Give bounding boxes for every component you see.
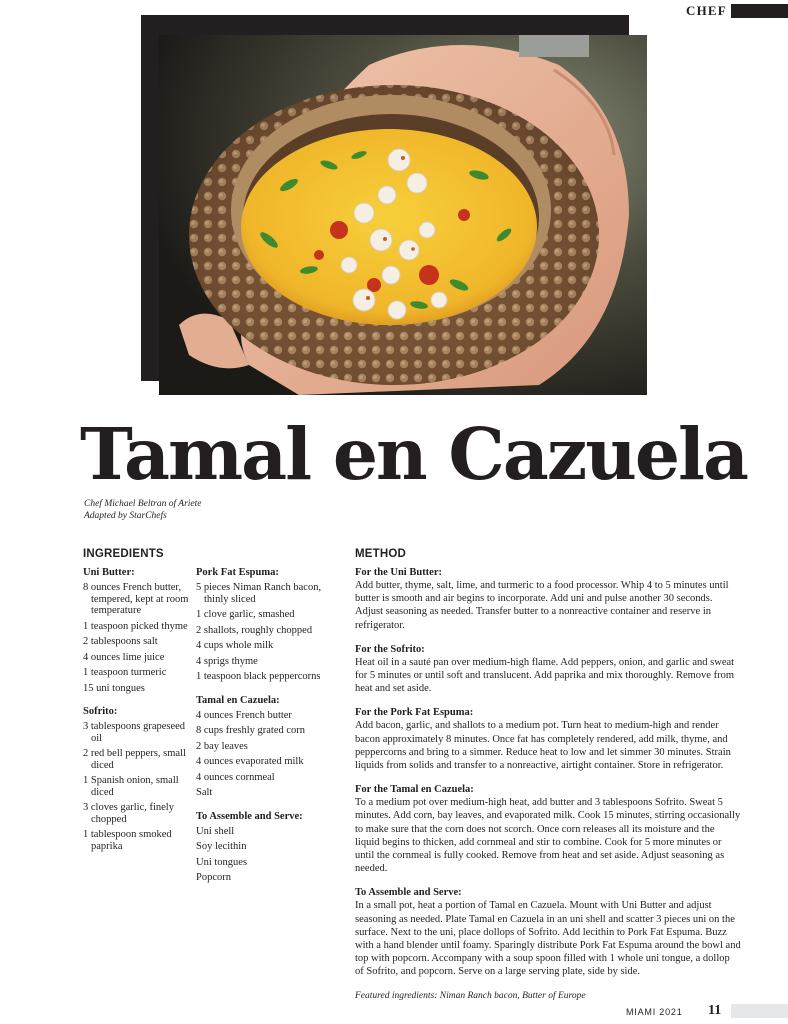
ingredient-group-title: Sofrito: <box>83 706 118 717</box>
ingredient-item: 4 ounces cornmeal <box>196 771 275 783</box>
ingredient-item: 4 ounces evaporated milk <box>196 756 304 767</box>
ingredient-item: 1 Spanish onion, small diced <box>83 775 179 798</box>
ingredient-item: 4 cups whole milk <box>196 640 274 651</box>
ingredient-group-title: Tamal en Cazuela: <box>196 694 280 706</box>
ingredient-item: 3 cloves garlic, finely chopped <box>83 802 174 825</box>
ingredient-group <box>196 694 326 799</box>
ingredient-group <box>83 566 197 694</box>
ingredient-item: 2 bay leaves <box>196 740 248 752</box>
method-step-text: To a medium pot over medium-high heat, add butter and 3 tablespoons Sofrito. Sweat 5 minutes. Add corn, bay leaves, and evaporated milk. Cook 15 minutes, stirring occasionally to make sure that the corn does not scorch. Once corn releases all its moisture and the liquid begins to thicken, add cornmeal and stir to combine. Cook for 5 more minutes or until the cornmeal is fully cooked. Remove from heat and set aside. Adjust seasoning as needed. <box>355 797 741 875</box>
ingredient-item: 3 tablespoons grapeseed oil <box>83 721 186 744</box>
ingredient-group <box>83 705 197 852</box>
ingredients-heading: INGREDIENTS <box>83 548 164 560</box>
ingredient-item: Uni tongues <box>196 856 248 868</box>
ingredient-item: 1 teaspoon black peppercorns <box>196 671 321 682</box>
ingredients-column-2 <box>196 566 326 895</box>
ingredient-item: Soy lecithin <box>196 841 247 852</box>
ingredient-group-title: Pork Fat Espuma: <box>196 567 279 578</box>
section-label: CHEF <box>686 3 727 18</box>
ingredient-item: 4 ounces lime juice <box>83 651 165 663</box>
ingredient-item: 1 teaspoon picked thyme <box>83 620 188 632</box>
ingredient-item: 8 ounces French butter, tempered, kept at room temperature <box>83 582 189 616</box>
ingredient-item: Popcorn <box>196 872 231 883</box>
method-steps <box>355 566 741 1002</box>
method-step-text: Add bacon, garlic, and shallots to a medium pot. Turn heat to medium-high and render bacon approximately 8 minutes. Once fat has completely rendered, add milk, thyme, and peppercorns and bring to a simmer. Reduce heat to low and let simmer 30 minutes. Strain liquids from solids and transfer to a nonreactive, airtight container. Store in refrigerator. <box>355 720 731 772</box>
recipe-title: Tamal en Cazuela <box>80 412 747 496</box>
issue-label: MIAMI 2021 <box>626 1007 683 1017</box>
ingredient-group <box>196 566 326 683</box>
ingredient-group <box>196 810 326 884</box>
ingredient-group-title: Uni Butter: <box>83 567 135 578</box>
section-bar <box>731 4 788 18</box>
ingredient-item: 4 ounces French butter <box>196 709 292 721</box>
method-heading: METHOD <box>355 548 407 560</box>
ingredient-item: 4 sprigs thyme <box>196 655 258 667</box>
method-step-text: In a small pot, heat a portion of Tamal en Cazuela. Mount with Uni Butter and adjust seasoning as needed. Plate Tamal en Cazuela in an uni shell and scatter 3 pieces uni on the surface. Next to the uni, place dollops of Sofrito. Add lecithin to Pork Fat Espuma. Buzz with a hand blender until foamy. Sparingly distribute Pork Fat Espuma around the bowl and top with popcorn. Accompany with a soup spoon filled with 1 whole uni tongue, a dollop of Sofrito, and popcorn. Serve on a large serving plate, side by side. <box>355 900 741 978</box>
featured-ingredients: Featured ingredients: Niman Ranch bacon, Butter of Europe <box>355 990 586 1001</box>
ingredient-item: 15 uni tongues <box>83 682 145 694</box>
ingredient-item: Uni shell <box>196 825 235 837</box>
page-number: 11 <box>708 1003 722 1018</box>
credits <box>84 498 202 522</box>
ingredients-column-1 <box>83 566 197 863</box>
ingredient-item: Salt <box>196 787 213 798</box>
ingredient-item: 1 clove garlic, smashed <box>196 609 295 620</box>
method-step-title: For the Tamal en Cazuela: <box>355 784 474 796</box>
method-step-title: For the Pork Fat Espuma: <box>355 707 474 719</box>
ingredient-item: 5 pieces Niman Ranch bacon, thinly sliced <box>196 582 322 605</box>
ingredient-item: 2 tablespoons salt <box>83 636 158 647</box>
method-step-title: For the Sofrito: <box>355 643 425 655</box>
ingredient-item: 8 cups freshly grated corn <box>196 725 306 736</box>
method-step-text: Heat oil in a sauté pan over medium-high flame. Add peppers, onion, and garlic and sweat for 5 minutes or until soft and translucent. Add paprika and mix thoroughly. Remove from heat and set aside. <box>355 656 735 695</box>
dish-photo <box>159 35 647 395</box>
ingredient-item: 1 teaspoon turmeric <box>83 667 167 678</box>
ingredient-group-title: To Assemble and Serve: <box>196 810 303 822</box>
credit-adapted: Adapted by StarChefs <box>84 511 167 521</box>
ingredient-item: 2 shallots, roughly chopped <box>196 624 313 636</box>
method-step-title: For the Uni Butter: <box>355 567 442 578</box>
folio-bar <box>731 1004 788 1018</box>
ingredient-item: 2 red bell peppers, small diced <box>83 748 186 771</box>
credit-chef: Chef Michael Beltran of Ariete <box>84 499 202 509</box>
method-step-title: To Assemble and Serve: <box>355 887 462 899</box>
uni-shell-dish-illustration <box>159 35 647 395</box>
ingredient-item: 1 tablespoon smoked paprika <box>83 829 172 852</box>
method-step-text: Add butter, thyme, salt, lime, and turmeric to a food processor. Whip 4 to 5 minutes until butter is smooth and air begins to incorporate. Add uni and pulse another 30 seconds. Adjust seasoning as needed. Transfer butter to a nonreactive container and reserve in refrigerator. <box>355 580 729 631</box>
